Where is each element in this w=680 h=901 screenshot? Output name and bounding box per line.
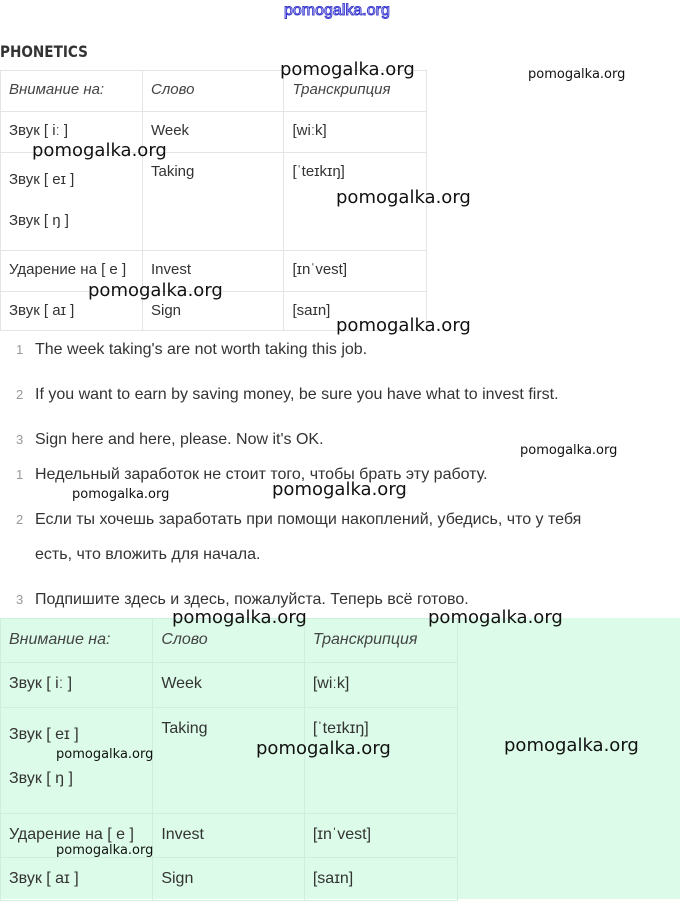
sentence-number: 3 — [16, 432, 24, 447]
cell: Звук [ aɪ ] — [1, 292, 143, 331]
cell: Week — [142, 112, 284, 153]
sentence — [16, 466, 488, 484]
watermark: pomogalka.org — [528, 67, 626, 82]
sentence-text: Подпишите здесь и здесь, пожалуйста. Теперь всё готово. — [35, 591, 469, 608]
sentence-number: 2 — [16, 387, 24, 402]
cell: Sign — [153, 858, 305, 901]
sentence-continuation: есть, что вложить для начала. — [35, 546, 261, 563]
sentence-number: 1 — [16, 467, 24, 482]
cell: [ɪnˈvest] — [304, 814, 457, 858]
watermark: pomogalka.org — [72, 487, 170, 502]
cell: Sign — [142, 292, 284, 331]
cell — [1, 153, 143, 251]
sentence-number: 1 — [16, 342, 24, 357]
cell: [saɪn] — [284, 292, 427, 331]
watermark: pomogalka.org — [428, 607, 563, 628]
top-watermark: pomogalka.org — [284, 2, 390, 19]
watermark: pomogalka.org — [32, 140, 167, 161]
cell: Taking — [142, 153, 284, 251]
cell: [ɪnˈvest] — [284, 251, 427, 292]
watermark: pomogalka.org — [172, 607, 307, 628]
sentence — [16, 341, 367, 359]
cell: [ˈteɪkɪŋ] — [304, 708, 457, 814]
cell: Taking — [153, 708, 305, 814]
cell: Ударение на [ e ] — [1, 251, 143, 292]
watermark: pomogalka.org — [256, 738, 391, 759]
sentence-text: If you want to earn by saving money, be sure you have what to invest first. — [35, 386, 559, 403]
watermark: pomogalka.org — [504, 735, 639, 756]
watermark: pomogalka.org — [336, 187, 471, 208]
cell: Invest — [153, 814, 305, 858]
cell: [wiːk] — [284, 112, 427, 153]
cell: [ˈteɪkɪŋ] — [284, 153, 427, 251]
cell-line: Звук [ ŋ ] — [9, 212, 69, 229]
cell-line: Звук [ eɪ ] — [9, 726, 79, 743]
cell: Ударение на [ e ] — [1, 814, 153, 858]
header-cell: Транскрипция — [304, 619, 457, 663]
header-cell: Внимание на: — [1, 619, 153, 663]
watermark: pomogalka.org — [280, 59, 415, 80]
header-cell: Внимание на: — [1, 71, 143, 112]
cell: Звук [ aɪ ] — [1, 858, 153, 901]
header-cell: Слово — [142, 71, 284, 112]
cell-line: Звук [ eɪ ] — [9, 171, 75, 188]
header-cell: Транскрипция — [284, 71, 427, 112]
watermark: pomogalka.org — [272, 479, 407, 500]
cell: Invest — [142, 251, 284, 292]
sentence-text: The week taking's are not worth taking this job. — [35, 341, 368, 358]
cell-line: Звук [ ŋ ] — [9, 770, 73, 787]
watermark: pomogalka.org — [336, 315, 471, 336]
cell: [saɪn] — [304, 858, 457, 901]
sentence — [16, 511, 581, 529]
sentence — [16, 386, 559, 404]
sentence — [16, 431, 324, 449]
sentence-text: Sign here and here, please. Now it's OK. — [35, 431, 324, 448]
watermark: pomogalka.org — [56, 747, 154, 762]
sentence-text: Если ты хочешь заработать при помощи накоплений, убедись, что у тебя — [35, 511, 582, 528]
watermark: pomogalka.org — [520, 443, 618, 458]
cell: Звук [ iː ] — [1, 663, 153, 708]
header-cell: Слово — [153, 619, 305, 663]
watermark: pomogalka.org — [56, 843, 154, 858]
cell: [wiːk] — [304, 663, 457, 708]
cell: Week — [153, 663, 305, 708]
section-heading: PHONETICS — [0, 42, 88, 61]
sentence-text: Недельный заработок не стоит того, чтобы брать эту работу. — [35, 466, 488, 483]
watermark: pomogalka.org — [88, 280, 223, 301]
cell: Звук [ iː ] — [1, 112, 143, 153]
sentence-number: 2 — [16, 512, 24, 527]
sentence-number: 3 — [16, 592, 24, 607]
